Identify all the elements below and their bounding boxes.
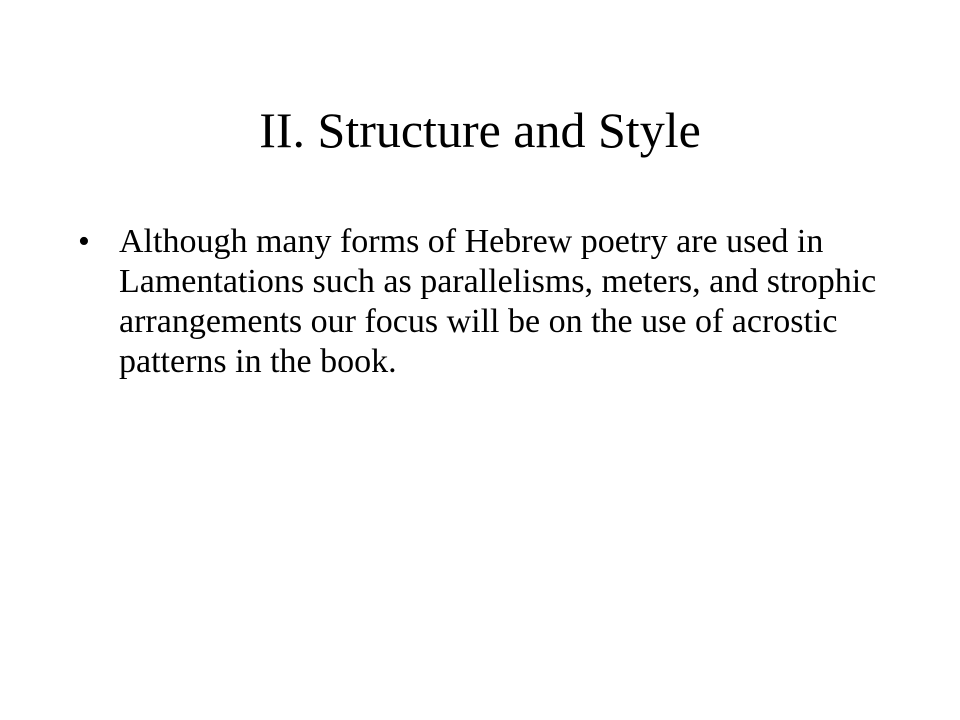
bullet-icon: • xyxy=(78,223,90,260)
slide-title: II. Structure and Style xyxy=(259,102,701,158)
bullet-item xyxy=(78,222,878,382)
bullet-list xyxy=(78,222,878,382)
bullet-text: Although many forms of Hebrew poetry are used in Lamentations such as parallelisms, meters, and strophic arrangements our focus will be on the use of acrostic patterns in the book. xyxy=(119,223,877,380)
